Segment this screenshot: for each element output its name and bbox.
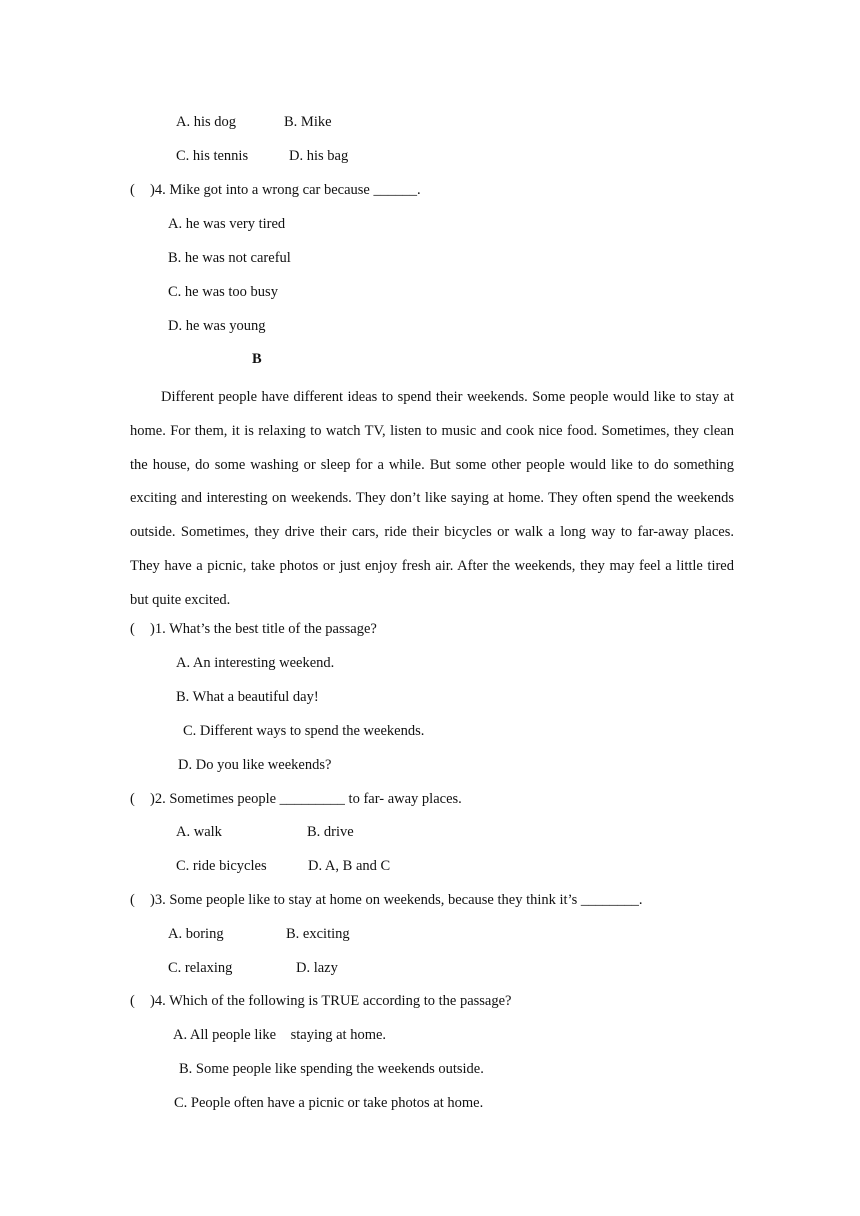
- reading-passage: Different people have different ideas to spend their weekends. Some people would like to stay at home. For them, it is relaxing to watch TV, listen to music and cook nice food. Sometimes, they clean the house, do some washing or sleep for a while. But some other people would like to do something exciting and interesting on weekends. They don’t like saying at home. They often spend the weekends outside. Sometimes, they drive their cars, ride their bicycles or walk a long way to far-away places. They have a picnic, take photos or just enjoy fresh air. After the weekends, they may feel a little tired but quite excited.: [130, 389, 734, 608]
- option-b3-b: B. exciting: [286, 926, 350, 942]
- option-a4-c: C. he was too busy: [168, 284, 278, 300]
- question-b4: )4. Which of the following is TRUE according to the passage?: [150, 993, 512, 1009]
- option-a3-c: C. his tennis: [176, 148, 249, 164]
- option-b2-c: C. ride bicycles: [176, 858, 267, 874]
- option-b2-d: D. A, B and C: [308, 858, 391, 874]
- option-a4-b: B. he was not careful: [168, 250, 291, 266]
- option-b1-a: A. An interesting weekend.: [176, 655, 335, 671]
- option-b4-a: A. All people like staying at home.: [173, 1027, 387, 1043]
- question-b3: )3. Some people like to stay at home on weekends, because they think it’s ________.: [150, 892, 643, 908]
- option-b4-b: B. Some people like spending the weekends outside.: [179, 1061, 484, 1077]
- answer-bracket: (: [130, 621, 135, 637]
- section-heading-b: B: [252, 351, 262, 367]
- question-a4: )4. Mike got into a wrong car because ______.: [150, 182, 421, 198]
- option-b3-d: D. lazy: [296, 960, 338, 976]
- option-b2-b: B. drive: [307, 824, 354, 840]
- answer-bracket: (: [130, 182, 135, 198]
- answer-bracket: (: [130, 892, 135, 908]
- option-b3-a: A. boring: [168, 926, 224, 942]
- option-b4-c: C. People often have a picnic or take photos at home.: [174, 1095, 484, 1111]
- option-a4-d: D. he was young: [168, 318, 266, 334]
- question-b1: )1. What’s the best title of the passage?: [150, 621, 377, 637]
- option-a3-d: D. his bag: [289, 148, 349, 164]
- answer-bracket: (: [130, 993, 135, 1009]
- option-b3-c: C. relaxing: [168, 960, 233, 976]
- option-b2-a: A. walk: [176, 824, 222, 840]
- question-b2: )2. Sometimes people _________ to far- away places.: [150, 791, 462, 807]
- option-a4-a: A. he was very tired: [168, 216, 286, 232]
- option-b1-b: B. What a beautiful day!: [176, 689, 319, 705]
- answer-bracket: (: [130, 791, 135, 807]
- option-b1-c: C. Different ways to spend the weekends.: [183, 723, 425, 739]
- option-a3-b: B. Mike: [284, 114, 332, 130]
- option-a3-a: A. his dog: [176, 114, 237, 130]
- option-b1-d: D. Do you like weekends?: [178, 757, 332, 773]
